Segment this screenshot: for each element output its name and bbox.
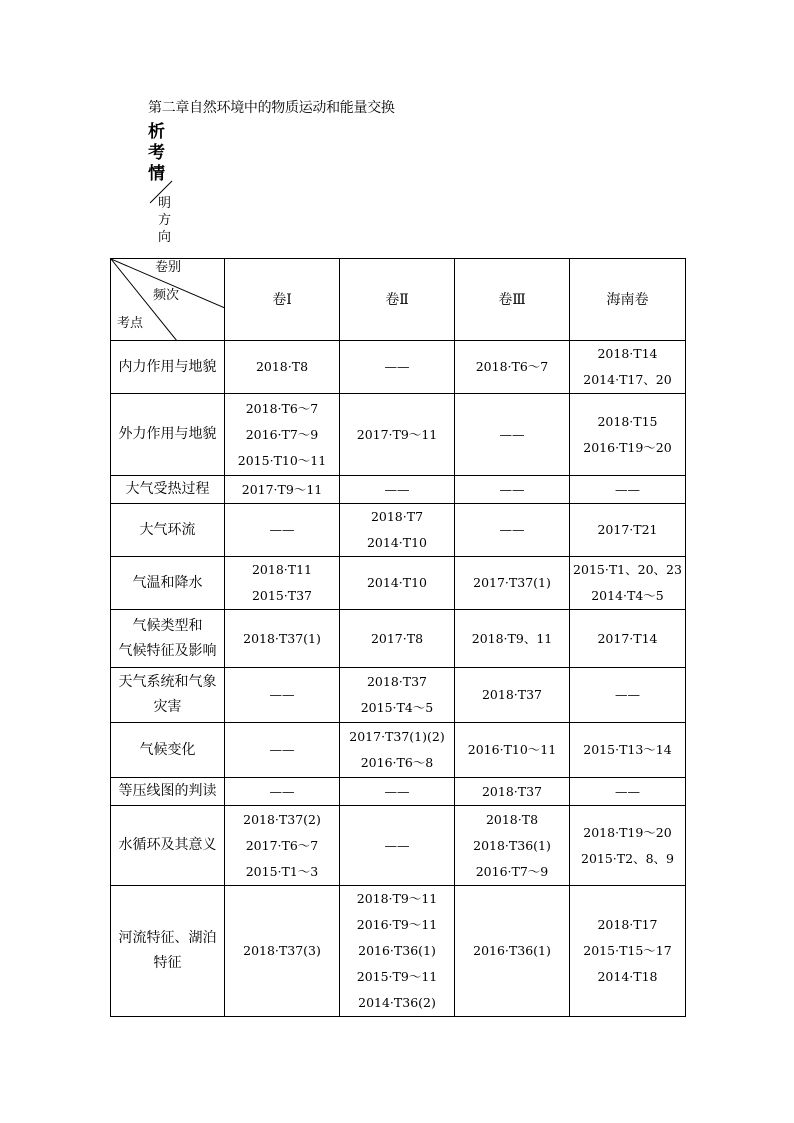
value-cell xyxy=(455,886,570,1017)
corner-label-topic: 考点 xyxy=(117,316,144,331)
cell-entry: 2017·T14 xyxy=(597,630,658,646)
topic-cell xyxy=(111,668,225,723)
logo-char: 考 xyxy=(148,143,165,163)
cell-entry: 2018·T8 xyxy=(255,359,309,374)
topic-cell: 等压线图的判读 xyxy=(111,778,225,806)
value-cell xyxy=(225,668,340,723)
cell-entry: 2015·T9～11 xyxy=(356,969,438,984)
logo-char: 析 xyxy=(148,122,165,142)
value-cell xyxy=(340,668,455,723)
cell-entry: 2016·T36(1) xyxy=(358,943,436,958)
column-header: 卷Ⅱ xyxy=(340,259,455,341)
topic-cell xyxy=(111,886,225,1017)
topic-cell xyxy=(111,610,225,668)
table-row xyxy=(111,806,686,886)
cell-entry: 2015·T10～11 xyxy=(237,452,327,468)
cell-entry: 2018·T6～7 xyxy=(245,400,319,416)
topic-cell: 大气受热过程 xyxy=(111,476,225,504)
value-cell xyxy=(340,504,455,557)
cell-entry: —— xyxy=(269,783,295,799)
cell-entry: —— xyxy=(269,742,295,757)
chapter-title: 第二章自然环境中的物质运动和能量交换 xyxy=(148,100,395,116)
topic-line: 气候特征及影响 xyxy=(118,642,217,659)
logo-small-text xyxy=(158,195,172,246)
topic-line: 特征 xyxy=(153,955,182,971)
cell-entry: 2018·T37(2) xyxy=(243,811,321,827)
table-row xyxy=(111,723,686,778)
topic-line: 气候类型和 xyxy=(132,617,203,634)
topic-line: 河流特征、湖泊 xyxy=(118,930,217,946)
topic-line: 天气系统和气象 xyxy=(118,674,217,690)
cell-entry: 2016·T6～8 xyxy=(360,755,434,770)
cell-entry: 2014·T4～5 xyxy=(591,588,664,603)
cell-entry: 2017·T37(1) xyxy=(473,575,551,590)
table-body xyxy=(111,341,686,1017)
cell-entry: —— xyxy=(615,783,640,799)
table-row xyxy=(111,778,686,806)
cell-entry: 2014·T36(2) xyxy=(358,995,436,1010)
topic-cell: 外力作用与地貌 xyxy=(111,394,225,476)
topic-cell: 气温和降水 xyxy=(111,557,225,610)
cell-entry: —— xyxy=(269,687,295,702)
value-cell xyxy=(225,778,340,806)
value-cell xyxy=(455,557,570,610)
topic-cell: 内力作用与地貌 xyxy=(111,341,225,394)
cell-entry: 2018·T37 xyxy=(481,687,543,702)
value-cell xyxy=(340,341,455,394)
column-header: 卷Ⅰ xyxy=(225,259,340,341)
logo-char: 明 xyxy=(158,196,172,211)
cell-entry: 2015·T4～5 xyxy=(360,700,434,715)
value-cell xyxy=(225,341,340,394)
value-cell xyxy=(570,668,686,723)
value-cell xyxy=(225,806,340,886)
topic-cell: 气候变化 xyxy=(111,723,225,778)
value-cell xyxy=(340,778,455,806)
value-cell xyxy=(455,504,570,557)
value-cell xyxy=(455,341,570,394)
exam-frequency-table xyxy=(110,258,686,1017)
value-cell xyxy=(340,557,455,610)
cell-entry: 2016·T10～11 xyxy=(467,742,557,757)
cell-entry: 2018·T37(3) xyxy=(243,943,321,958)
cell-entry: —— xyxy=(384,481,410,497)
cell-entry: 2018·T7 xyxy=(370,509,424,524)
value-cell xyxy=(225,557,340,610)
cell-entry: 2015·T37 xyxy=(251,588,313,603)
cell-entry: —— xyxy=(384,837,410,853)
value-cell xyxy=(340,476,455,504)
cell-entry: —— xyxy=(615,481,640,497)
topic-line: 灾害 xyxy=(153,699,182,715)
cell-entry: 2018·T14 xyxy=(597,346,658,361)
corner-label-frequency: 频次 xyxy=(153,288,180,303)
cell-entry: 2017·T9～11 xyxy=(356,426,438,442)
table-row xyxy=(111,886,686,1017)
value-cell xyxy=(455,723,570,778)
cell-entry: 2017·T9～11 xyxy=(241,481,323,497)
cell-entry: 2018·T19～20 xyxy=(583,824,672,840)
cell-entry: 2018·T37 xyxy=(366,674,428,689)
cell-entry: —— xyxy=(384,783,410,799)
cell-entry: 2015·T2、8、9 xyxy=(581,850,674,866)
value-cell xyxy=(225,723,340,778)
cell-entry: 2018·T11 xyxy=(251,562,313,577)
cell-entry: —— xyxy=(499,426,525,442)
cell-entry: —— xyxy=(499,481,525,497)
value-cell xyxy=(340,723,455,778)
table-corner-header xyxy=(111,259,225,341)
table-row xyxy=(111,557,686,610)
cell-entry: 2015·T1～3 xyxy=(245,863,319,879)
value-cell xyxy=(340,886,455,1017)
cell-entry: —— xyxy=(499,522,525,537)
table-row xyxy=(111,610,686,668)
value-cell xyxy=(570,394,686,476)
cell-entry: 2016·T7～9 xyxy=(245,426,319,442)
table-row xyxy=(111,476,686,504)
cell-entry: 2016·T19～20 xyxy=(583,439,672,455)
cell-entry: 2018·T15 xyxy=(597,413,658,429)
value-cell xyxy=(455,476,570,504)
value-cell xyxy=(570,557,686,610)
cell-entry: 2018·T9～11 xyxy=(356,891,438,906)
value-cell xyxy=(570,778,686,806)
cell-entry: 2016·T36(1) xyxy=(473,943,551,958)
cell-entry: 2015·T13～14 xyxy=(583,742,672,757)
cell-entry: 2017·T21 xyxy=(597,522,658,537)
logo-char: 向 xyxy=(158,230,172,245)
cell-entry: 2018·T36(1) xyxy=(473,837,551,853)
cell-entry: 2014·T10 xyxy=(366,535,428,550)
table-row xyxy=(111,394,686,476)
value-cell xyxy=(570,476,686,504)
cell-entry: 2017·T6～7 xyxy=(245,837,319,853)
value-cell xyxy=(225,394,340,476)
value-cell xyxy=(225,476,340,504)
value-cell xyxy=(570,504,686,557)
table-row xyxy=(111,341,686,394)
cell-entry: —— xyxy=(384,359,410,374)
cell-entry: 2017·T37(1)(2) xyxy=(349,729,445,744)
value-cell xyxy=(225,886,340,1017)
cell-entry: 2018·T8 xyxy=(485,811,539,827)
value-cell xyxy=(455,610,570,668)
value-cell xyxy=(455,668,570,723)
value-cell xyxy=(570,806,686,886)
cell-entry: 2016·T7～9 xyxy=(475,863,549,879)
value-cell xyxy=(570,886,686,1017)
value-cell xyxy=(570,723,686,778)
value-cell xyxy=(570,610,686,668)
value-cell xyxy=(340,806,455,886)
cell-entry: 2018·T37(1) xyxy=(243,630,321,646)
value-cell xyxy=(225,610,340,668)
cell-entry: 2015·T1、20、23 xyxy=(573,562,682,577)
cell-entry: 2018·T17 xyxy=(597,917,658,932)
value-cell xyxy=(340,394,455,476)
logo-char: 情 xyxy=(148,164,165,184)
cell-entry: 2016·T9～11 xyxy=(356,917,438,932)
value-cell xyxy=(455,778,570,806)
value-cell xyxy=(455,806,570,886)
cell-entry: 2017·T8 xyxy=(370,630,424,646)
cell-entry: 2018·T37 xyxy=(481,783,543,799)
column-header: 海南卷 xyxy=(570,259,686,341)
value-cell xyxy=(455,394,570,476)
corner-label-volume: 卷别 xyxy=(155,260,182,275)
cell-entry: 2014·T10 xyxy=(366,575,428,590)
value-cell xyxy=(340,610,455,668)
section-logo xyxy=(148,122,198,250)
topic-cell: 水循环及其意义 xyxy=(111,806,225,886)
cell-entry: —— xyxy=(615,687,640,702)
table-row xyxy=(111,504,686,557)
topic-cell: 大气环流 xyxy=(111,504,225,557)
cell-entry: 2014·T17、20 xyxy=(583,372,672,387)
column-header: 卷Ⅲ xyxy=(455,259,570,341)
cell-entry: 2018·T9、11 xyxy=(471,630,553,646)
logo-char: 方 xyxy=(158,213,172,228)
cell-entry: 2018·T6～7 xyxy=(475,359,549,374)
value-cell xyxy=(570,341,686,394)
table-row xyxy=(111,668,686,723)
value-cell xyxy=(225,504,340,557)
cell-entry: —— xyxy=(269,522,295,537)
cell-entry: 2015·T15～17 xyxy=(583,943,672,958)
cell-entry: 2014·T18 xyxy=(597,969,658,984)
